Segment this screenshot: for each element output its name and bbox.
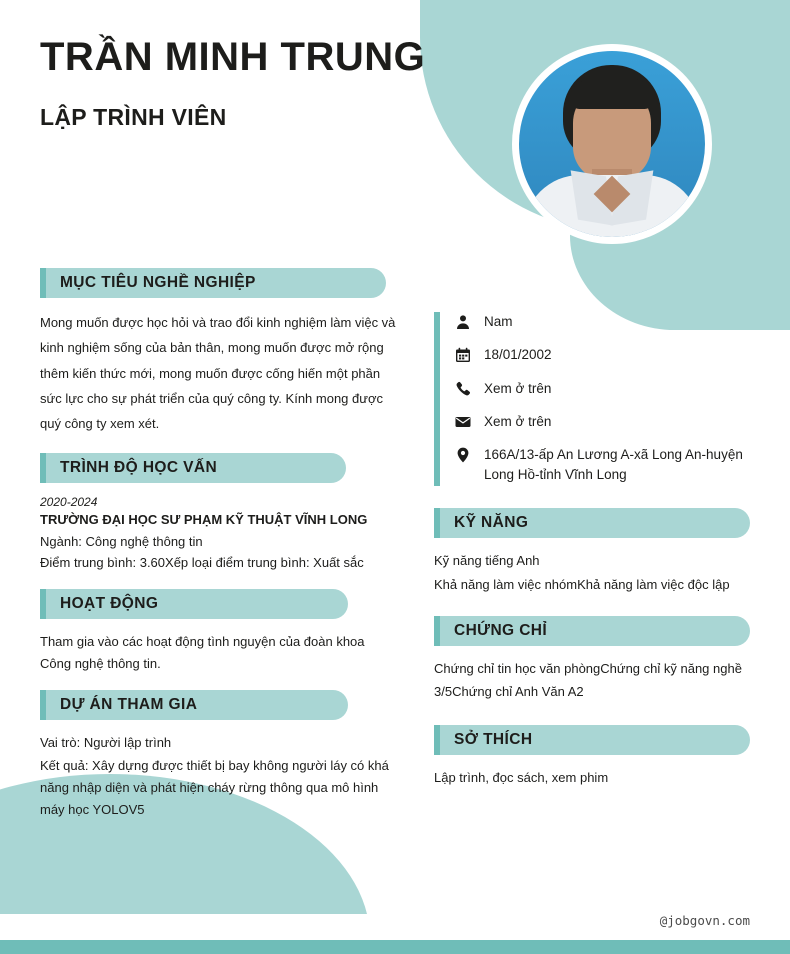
section-hobbies-header — [434, 725, 750, 755]
section-certificates-pill — [440, 616, 750, 646]
contact-value: Xem ở trên — [484, 380, 552, 396]
project-result: Kết quả: Xây dựng được thiết bị bay không người láy có khá năng nhập diện và phát hiện cháy rừng thông qua mô hình máy học YOLOV5 — [40, 757, 389, 818]
contact-value: Nam — [484, 314, 513, 329]
contact-block — [434, 312, 750, 486]
certificates-text: Chứng chỉ tin học văn phòngChứng chỉ kỹ năng nghề 3/5Chứng chỉ Anh Văn A2 — [434, 661, 742, 699]
contact-value: Xem ở trên — [484, 413, 552, 429]
avatar — [512, 44, 712, 244]
section-skills-title: KỸ NĂNG — [454, 513, 529, 531]
section-projects-pill — [46, 690, 348, 720]
section-activities-title: HOẠT ĐỘNG — [60, 594, 159, 612]
contact-row-phone — [454, 379, 750, 399]
section-objective — [40, 268, 398, 437]
watermark: @jobgovn.com — [659, 913, 750, 928]
contact-accent-bar — [434, 312, 440, 486]
portrait-photo — [519, 51, 705, 237]
contact-row-birthdate — [454, 345, 750, 365]
section-activities — [40, 589, 398, 676]
skills-line-1: Kỹ năng tiếng Anh — [434, 552, 540, 568]
section-education — [40, 453, 398, 573]
section-activities-pill — [46, 589, 348, 619]
resume-header — [40, 36, 470, 131]
activities-text: Tham gia vào các hoạt động tình nguyện của đoàn khoa Công nghệ thông tin. — [40, 633, 365, 672]
section-skills-pill — [440, 508, 750, 538]
section-objective-title: MỤC TIÊU NGHỀ NGHIỆP — [60, 274, 256, 291]
education-gpa: Điểm trung bình: 3.60Xếp loại điểm trung bình: Xuất sắc — [40, 554, 364, 570]
section-activities-header — [40, 589, 398, 619]
calendar-icon — [454, 346, 472, 364]
section-certificates-header — [434, 616, 750, 646]
location-pin-icon — [454, 446, 472, 464]
envelope-icon — [454, 413, 472, 431]
right-column — [434, 312, 750, 803]
contact-list — [454, 312, 750, 486]
section-hobbies-pill — [440, 725, 750, 755]
contact-row-email — [454, 412, 750, 432]
section-hobbies-title: SỞ THÍCH — [454, 730, 533, 748]
project-role: Vai trò: Người lập trình — [40, 734, 172, 750]
education-school: TRƯỜNG ĐẠI HỌC SƯ PHẠM KỸ THUẬT VĨNH LONG — [40, 511, 368, 527]
education-years: 2020-2024 — [40, 494, 98, 509]
section-objective-header — [40, 268, 398, 298]
contact-row-gender — [454, 312, 750, 332]
objective-text: Mong muốn được học hỏi và trao đổi kinh nghiệm làm việc và kinh nghiệm sống của bản thân, mong muốn được mở rộng thêm kiến thức mới, mong muốn được cống hiến một phần sức lực cho sự phát triển của quý công ty. Kính mong được quý công ty xem xét. — [40, 315, 396, 432]
contact-value: 18/01/2002 — [484, 347, 552, 363]
person-icon — [454, 313, 472, 331]
left-column — [40, 268, 398, 836]
section-certificates-title: CHỨNG CHỈ — [454, 622, 548, 640]
phone-icon — [454, 380, 472, 398]
section-projects — [40, 690, 398, 822]
contact-value: 166A/13-ấp An Lương A-xã Long An-huyện Long Hồ-tỉnh Vĩnh Long — [484, 447, 743, 483]
section-projects-header — [40, 690, 398, 720]
bottom-accent-bar — [0, 940, 790, 954]
candidate-job-title: LẬP TRÌNH VIÊN — [40, 104, 227, 130]
section-education-header — [40, 453, 398, 483]
section-skills-header — [434, 508, 750, 538]
portrait-fringe — [570, 79, 654, 109]
education-major: Ngành: Công nghệ thông tin — [40, 533, 203, 549]
section-certificates — [434, 616, 750, 703]
section-hobbies — [434, 725, 750, 789]
skills-line-2: Khả năng làm việc nhómKhả năng làm việc độc lập — [434, 576, 730, 592]
contact-row-address — [454, 445, 750, 486]
section-skills — [434, 508, 750, 597]
section-objective-pill — [46, 268, 386, 298]
hobbies-text: Lập trình, đọc sách, xem phim — [434, 769, 609, 785]
section-education-pill — [46, 453, 346, 483]
section-projects-title: DỰ ÁN THAM GIA — [60, 695, 198, 713]
candidate-name: TRẦN MINH TRUNG — [40, 35, 426, 79]
section-education-title: TRÌNH ĐỘ HỌC VẤN — [60, 458, 218, 476]
